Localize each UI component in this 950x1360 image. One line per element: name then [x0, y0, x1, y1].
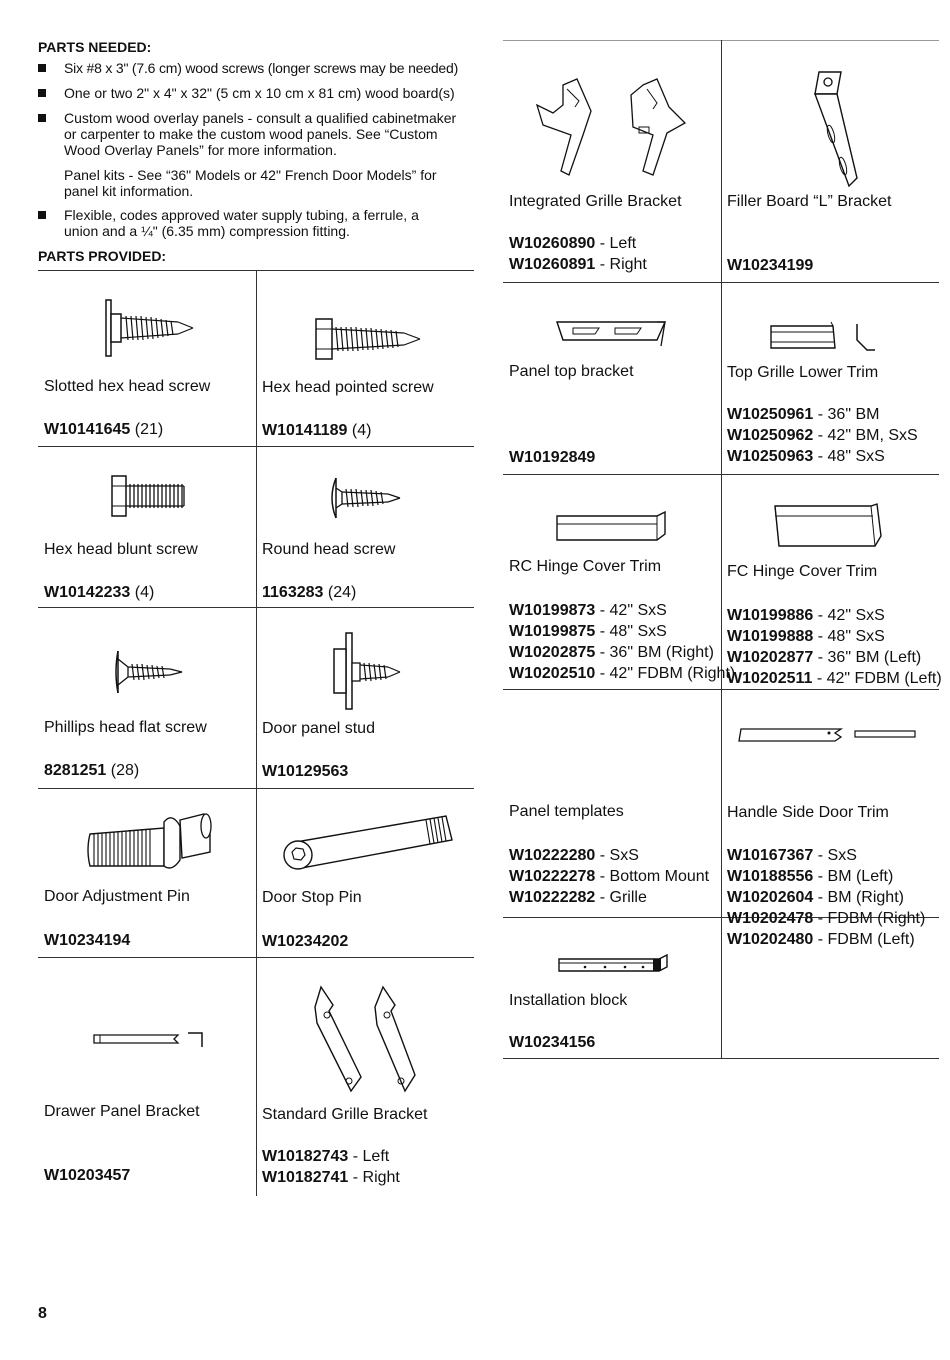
part-name: Filler Board “L” Bracket: [727, 193, 892, 210]
part-cell: [503, 689, 721, 917]
door-stop-pin-icon: [276, 812, 461, 872]
part-name: Handle Side Door Trim: [727, 804, 889, 821]
part-name: Round head screw: [262, 541, 396, 558]
list-item-subtext: Panel kits - See “36" Models or 42" French Door Models” for panel kit information.: [64, 167, 437, 199]
part-number: W10202604: [727, 889, 814, 906]
part-code-line: [727, 887, 925, 908]
part-number: W10182741: [262, 1169, 349, 1186]
part-code-line: [262, 1146, 400, 1167]
part-cell: [721, 40, 939, 282]
part-number: W10141645: [44, 421, 131, 438]
list-item: [38, 110, 478, 199]
installation-block-icon: [555, 953, 675, 975]
part-codes: [44, 760, 139, 781]
part-name: Standard Grille Bracket: [262, 1106, 428, 1123]
part-name: Drawer Panel Bracket: [44, 1103, 200, 1120]
part-code-line: [727, 866, 925, 887]
part-codes: [44, 1165, 130, 1186]
hex-blunt-screw-icon: [110, 474, 190, 519]
part-name: Door panel stud: [262, 720, 375, 737]
bullet-icon: [38, 211, 46, 219]
part-codes: [44, 419, 163, 440]
part-cell: [38, 957, 256, 1197]
part-note: (24): [327, 584, 357, 601]
part-note: - Right: [352, 1169, 400, 1186]
fc-hinge-cover-trim-icon: [771, 502, 891, 552]
part-codes: [509, 1032, 595, 1053]
door-adjustment-pin-icon: [86, 800, 216, 880]
parts-provided-right-table: [503, 40, 942, 1060]
part-number: W10260891: [509, 256, 596, 273]
part-note: - 36" BM (Left): [817, 649, 922, 666]
part-code-line: [509, 845, 709, 866]
bullet-icon: [38, 89, 46, 97]
bullet-icon: [38, 114, 46, 122]
part-note: - Bottom Mount: [599, 868, 710, 885]
part-note: - 42" FDBM (Left): [816, 670, 942, 687]
part-cell: [503, 474, 736, 689]
part-note: (4): [134, 584, 155, 601]
part-name: Hex head pointed screw: [262, 379, 434, 396]
part-number: W10188556: [727, 868, 814, 885]
part-code-line: [727, 647, 942, 668]
part-cell: [256, 607, 474, 788]
part-name: Hex head blunt screw: [44, 541, 198, 558]
part-cell: [721, 282, 939, 474]
round-head-screw-icon: [326, 474, 406, 522]
part-cell: [721, 474, 942, 689]
part-name: Installation block: [509, 992, 628, 1009]
part-number: 1163283: [262, 584, 324, 601]
part-note: - 42" SxS: [817, 607, 885, 624]
part-number: W10234199: [727, 257, 814, 274]
part-note: - SxS: [817, 847, 857, 864]
part-code-line: [509, 887, 709, 908]
parts-provided-left-table: [38, 270, 474, 1200]
part-note: - Left: [599, 235, 637, 252]
part-number: W10250963: [727, 448, 814, 465]
part-number: W10199873: [509, 602, 596, 619]
part-number: W10250961: [727, 406, 814, 423]
part-code-line: [509, 600, 735, 621]
part-number: W10222282: [509, 889, 596, 906]
list-item-text: One or two 2" x 4" x 32" (5 cm x 10 cm x 81 cm) wood board(s): [64, 85, 455, 101]
part-number: W10202510: [509, 665, 596, 682]
part-cell: [503, 40, 721, 282]
part-code-line: [509, 233, 647, 254]
list-item: [38, 60, 478, 76]
part-cell: [38, 788, 256, 957]
part-note: - 36" BM: [817, 406, 880, 423]
part-note: - 48" SxS: [599, 623, 667, 640]
part-note: - 42" SxS: [599, 602, 667, 619]
part-cell: [256, 957, 474, 1197]
part-number: W10260890: [509, 235, 596, 252]
parts-needed-list: [38, 60, 478, 247]
part-cell: [503, 917, 721, 1058]
part-codes: [509, 600, 735, 684]
part-note: - FDBM (Left): [817, 931, 915, 948]
part-codes: [262, 931, 348, 952]
part-note: - 36" BM (Right): [599, 644, 714, 661]
part-codes: [509, 233, 647, 275]
part-code-line: [262, 1167, 400, 1188]
part-number: W10203457: [44, 1167, 131, 1184]
part-number: W10202480: [727, 931, 814, 948]
part-number: W10142233: [44, 584, 131, 601]
panel-top-bracket-icon: [553, 318, 673, 350]
part-code-line: [727, 668, 942, 689]
part-codes: [509, 845, 709, 908]
list-item-text: Six #8 x 3" (7.6 cm) wood screws (longer screws may be needed): [64, 60, 459, 76]
hex-pointed-screw-icon: [314, 315, 424, 363]
drawer-panel-bracket-icon: [90, 1027, 210, 1051]
part-number: W10141189: [262, 422, 348, 439]
list-item-text: Flexible, codes approved water supply tubing, a ferrule, a union and a ¼" (6.35 mm) compression fitting.: [64, 207, 419, 239]
part-code-line: [727, 908, 925, 929]
part-name: Door Stop Pin: [262, 889, 362, 906]
part-codes: [262, 582, 356, 603]
list-item: [38, 85, 478, 101]
part-note: - Grille: [599, 889, 647, 906]
part-code-line: [727, 626, 942, 647]
part-note: - 48" SxS: [817, 448, 885, 465]
part-name: Integrated Grille Bracket: [509, 193, 682, 210]
part-number: W10167367: [727, 847, 814, 864]
parts-provided-heading: PARTS PROVIDED:: [38, 248, 167, 264]
part-codes: [509, 447, 595, 468]
slotted-hex-screw-icon: [98, 298, 198, 358]
part-number: W10202511: [727, 670, 813, 687]
part-name: Phillips head flat screw: [44, 719, 207, 736]
part-cell: [38, 607, 256, 788]
part-note: - BM (Right): [817, 889, 904, 906]
part-code-line: [727, 404, 918, 425]
part-note: - FDBM (Right): [817, 910, 926, 927]
part-note: - Right: [599, 256, 647, 273]
part-code-line: [727, 446, 918, 467]
part-name: Panel templates: [509, 803, 624, 820]
part-codes: [727, 255, 813, 276]
part-code-line: [727, 605, 942, 626]
part-note: - Left: [352, 1148, 390, 1165]
page-number: 8: [38, 1305, 47, 1322]
part-number: W10222280: [509, 847, 596, 864]
part-cell: [721, 689, 939, 948]
part-code-line: [509, 642, 735, 663]
part-code-line: [727, 845, 925, 866]
standard-grille-bracket-icon: [311, 985, 421, 1097]
part-number: W10234202: [262, 933, 349, 950]
part-cell: [503, 282, 721, 474]
part-code-line: [727, 425, 918, 446]
part-code-line: [727, 929, 925, 950]
part-name: Top Grille Lower Trim: [727, 364, 879, 381]
part-codes: [44, 582, 154, 603]
part-codes: [727, 845, 925, 950]
part-name: FC Hinge Cover Trim: [727, 563, 878, 580]
part-code-line: [509, 254, 647, 275]
part-note: (28): [110, 762, 140, 779]
part-number: W10202875: [509, 644, 596, 661]
door-panel-stud-icon: [326, 631, 406, 711]
filler-board-l-bracket-icon: [791, 68, 871, 193]
part-cell: [256, 270, 474, 446]
part-code-line: [509, 663, 735, 684]
part-cell: [256, 446, 474, 607]
part-name: Door Adjustment Pin: [44, 888, 190, 905]
part-number: W10202478: [727, 910, 814, 927]
list-item-text: Custom wood overlay panels - consult a qualified cabinetmaker or carpenter to make the custom wood panels. See “Custom Wood Overlay Panels” for more information.: [64, 110, 457, 158]
part-note: - 42" BM, SxS: [817, 427, 918, 444]
bullet-icon: [38, 64, 46, 72]
part-note: (21): [134, 421, 164, 438]
part-number: W10129563: [262, 763, 349, 780]
part-note: - SxS: [599, 847, 639, 864]
part-number: W10234156: [509, 1034, 596, 1051]
top-grille-lower-trim-icon: [767, 320, 887, 356]
part-note: - 48" SxS: [817, 628, 885, 645]
part-number: W10222278: [509, 868, 596, 885]
part-number: W10199875: [509, 623, 596, 640]
part-codes: [262, 420, 371, 441]
part-name: Panel top bracket: [509, 363, 634, 380]
part-number: W10199888: [727, 628, 814, 645]
handle-side-door-trim-icon: [735, 725, 935, 747]
part-number: 8281251: [44, 762, 107, 779]
part-number: W10250962: [727, 427, 814, 444]
part-codes: [727, 404, 918, 467]
part-number: W10234194: [44, 932, 131, 949]
part-cell: [256, 788, 474, 957]
part-note: - 42" FDBM (Right): [599, 665, 736, 682]
part-code-line: [509, 621, 735, 642]
part-code-line: [509, 866, 709, 887]
part-codes: [727, 605, 942, 689]
part-number: W10202877: [727, 649, 814, 666]
part-note: - BM (Left): [817, 868, 894, 885]
list-item: [38, 207, 478, 239]
part-number: W10199886: [727, 607, 814, 624]
part-name: RC Hinge Cover Trim: [509, 558, 662, 575]
integrated-grille-bracket-icon: [533, 75, 693, 185]
part-cell: [38, 446, 256, 607]
parts-needed-heading: PARTS NEEDED:: [38, 39, 152, 55]
part-name: Slotted hex head screw: [44, 378, 211, 395]
part-codes: [262, 1146, 400, 1188]
part-number: W10192849: [509, 449, 596, 466]
part-codes: [262, 761, 348, 782]
part-codes: [44, 930, 130, 951]
rc-hinge-cover-trim-icon: [553, 510, 673, 544]
phillips-flat-screw-icon: [110, 647, 190, 697]
part-number: W10182743: [262, 1148, 349, 1165]
part-cell: [38, 270, 256, 446]
part-note: (4): [351, 422, 372, 439]
